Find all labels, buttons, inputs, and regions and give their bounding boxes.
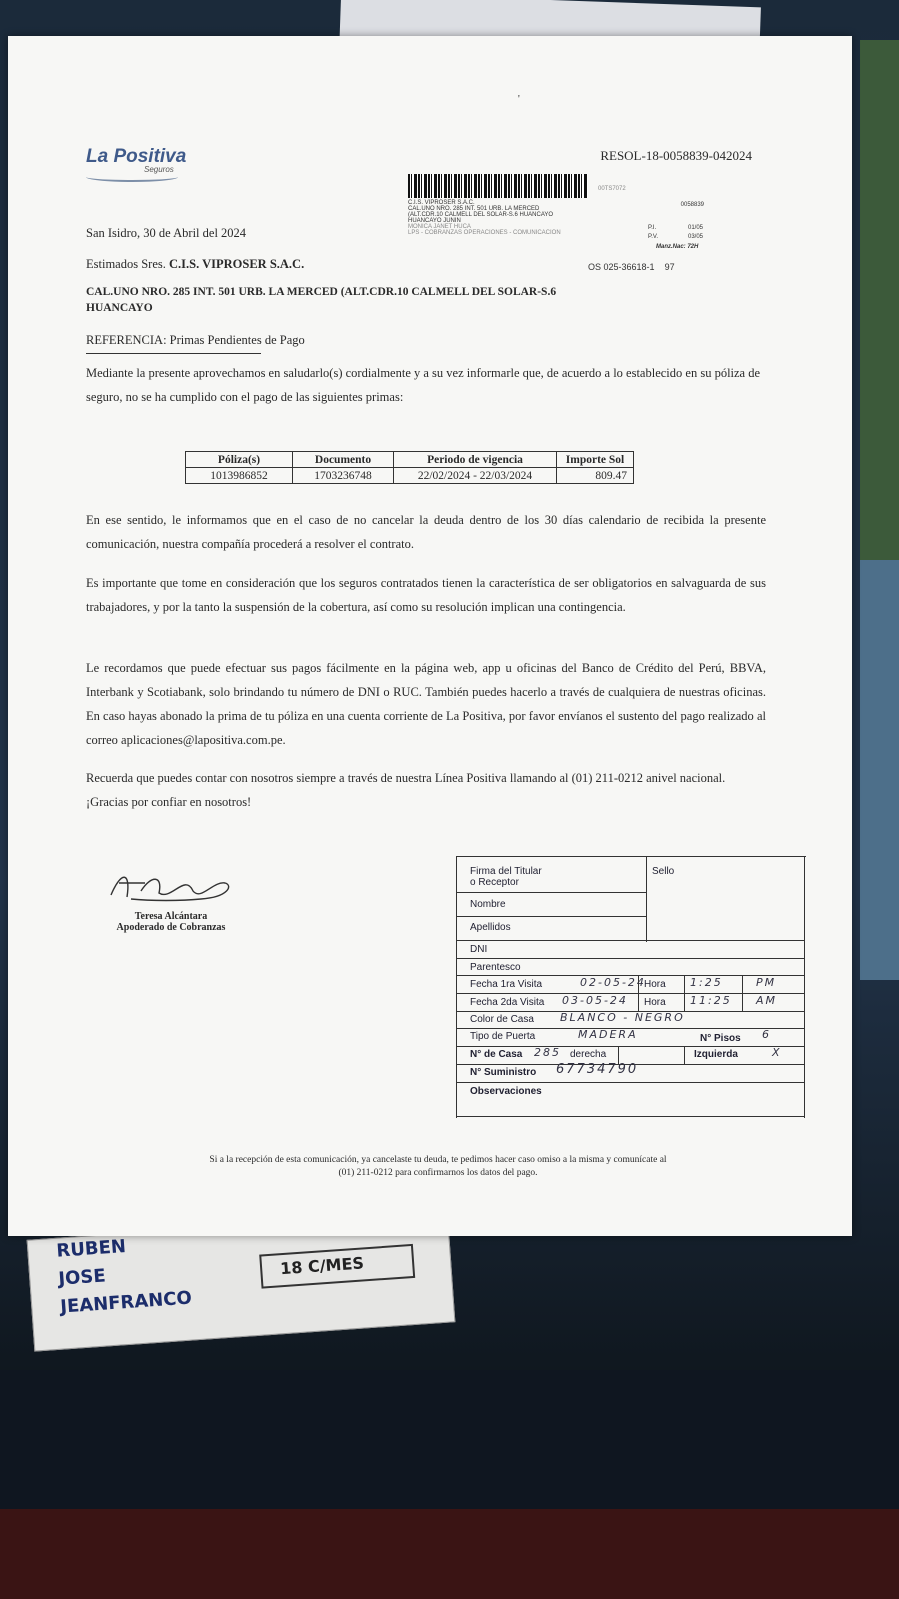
top-mark: ' bbox=[518, 94, 520, 105]
label-address: CAL.UNO NRO. 285 INT. 501 URB. LA MERCED bbox=[408, 206, 540, 212]
form-right-border bbox=[804, 856, 805, 1118]
form-row-line bbox=[456, 958, 804, 959]
label-area: LPS - COBRANZAS OPERACIONES - COMUNICACION bbox=[408, 230, 561, 236]
premiums-table bbox=[185, 451, 634, 484]
label-pv-label: P.V. bbox=[648, 234, 659, 240]
nombre-label: Nombre bbox=[470, 899, 506, 910]
label-pi-pv-values bbox=[688, 224, 703, 242]
delivery-form bbox=[456, 856, 806, 1118]
barcode bbox=[408, 174, 588, 198]
paragraph: Le recordamos que puede efectuar sus pagos fácilmente en la página web, app u oficinas del Banco de Crédito del Perú, BBVA, Interbank y Scotiabank, solo brindando tu número de DNI o RUC. También puedes hacerlo a través de cualquiera de nuestras oficinas. En caso hayas abonado la prima de tu póliza en una cuenta corriente de La Positiva, por favor envíanos el sustento del pago realizado al correo aplicaciones@lapositiva.com.pe. bbox=[86, 661, 766, 747]
note-row: JEANFRANCO bbox=[59, 1287, 193, 1318]
table-cell: 22/02/2024 - 22/03/2024 bbox=[394, 468, 557, 484]
puerta-label: Tipo de Puerta bbox=[470, 1031, 536, 1042]
form-row-line bbox=[456, 940, 804, 941]
visit1-value: 02-05-24 bbox=[580, 976, 646, 989]
color-value: BLANCO - NEGRO bbox=[560, 1011, 685, 1024]
paragraph: Mediante la presente aprovechamos en saludarlo(s) cordialmente y a su vez informarle que, de acuerdo a lo establecido en su póliza de seguro, no se ha cumplido con el pago de las siguientes primas: bbox=[86, 366, 761, 404]
visit2-label: Fecha 2da Visita bbox=[470, 997, 545, 1008]
form-row-line bbox=[456, 916, 646, 917]
label-pi-pv-labels bbox=[648, 224, 658, 242]
footer-line: Si a la recepción de esta comunicación, ya cancelaste tu deuda, te pedimos hacer caso omiso a la misma y comunícate al bbox=[209, 1155, 667, 1165]
form-left-border bbox=[456, 856, 457, 1118]
note-row: JOSE bbox=[57, 1265, 107, 1290]
background-rust bbox=[0, 1509, 899, 1599]
letter-date: San Isidro, 30 de Abril del 2024 bbox=[86, 226, 247, 240]
izquierda-mark: X bbox=[772, 1046, 782, 1059]
note-row: RUBEN bbox=[55, 1235, 127, 1262]
form-divider bbox=[684, 1046, 685, 1064]
table-header: Importe Sol bbox=[557, 452, 634, 468]
firma-label-line: Firma del Titular bbox=[470, 866, 542, 877]
visit2-ampm: AM bbox=[756, 994, 778, 1007]
form-row-line bbox=[456, 1046, 804, 1047]
background-strip bbox=[860, 560, 899, 980]
footer-note bbox=[138, 1154, 738, 1180]
table-header-row bbox=[186, 452, 634, 468]
label-company: C.I.S. VIPROSER S.A.C. bbox=[408, 200, 475, 206]
casa-value: 285 bbox=[534, 1046, 561, 1059]
footer-line: (01) 211-0212 para confirmarnos los datos del pago. bbox=[338, 1168, 538, 1178]
greeting-prefix: Estimados Sres. bbox=[86, 257, 166, 271]
background-strip bbox=[860, 40, 899, 560]
paragraph: En ese sentido, le informamos que en el caso de no cancelar la deuda dentro de los 30 días calendario de recibida la presente comunicación, nuestra compañía procederá a resolver el contrato. bbox=[86, 513, 766, 551]
form-divider bbox=[646, 856, 647, 942]
label-manz: Manz.Nac: 72H bbox=[656, 244, 699, 250]
form-row-line bbox=[456, 892, 646, 893]
label-pi-label: P.I. bbox=[648, 225, 657, 231]
izquierda-label: Izquierda bbox=[694, 1049, 738, 1060]
label-address: (ALT.CDR.10 CALMELL DEL SOLAR-S.6 HUANCAYO bbox=[408, 212, 554, 218]
table-cell: 809.47 bbox=[557, 468, 634, 484]
sello-label: Sello bbox=[652, 866, 675, 877]
visit2-hora-label: Hora bbox=[644, 997, 666, 1008]
apellidos-label: Apellidos bbox=[470, 922, 511, 933]
reference-underline bbox=[86, 353, 261, 354]
casa-label: N° de Casa bbox=[470, 1049, 523, 1060]
reference-line: REFERENCIA: Primas Pendientes de Pago bbox=[86, 333, 305, 347]
firma-label-line: o Receptor bbox=[470, 877, 519, 888]
label-pv-value: 03/05 bbox=[688, 234, 704, 240]
suministro-value: 67734790 bbox=[556, 1062, 639, 1077]
address-line: CAL.UNO NRO. 285 INT. 501 URB. LA MERCED (ALT.CDR.10 CALMELL DEL SOLAR-S.6 bbox=[86, 286, 557, 298]
label-os-suffix: 97 bbox=[664, 262, 675, 272]
label-pi-value: 01/05 bbox=[688, 225, 704, 231]
form-bottom-border bbox=[456, 1116, 804, 1117]
label-contact: MONICA JANET HUCA bbox=[408, 224, 471, 230]
label-small-code: 00TS7072 bbox=[598, 186, 626, 192]
signature-image bbox=[101, 861, 241, 909]
signatory-name: Teresa Alcántara bbox=[134, 911, 208, 922]
label-number: 0058839 bbox=[680, 202, 704, 208]
greeting-company: C.I.S. VIPROSER S.A.C. bbox=[168, 257, 305, 271]
logo-brand: La Positiva bbox=[86, 146, 187, 167]
dni-label: DNI bbox=[470, 944, 488, 955]
suministro-label: N° Suministro bbox=[470, 1067, 537, 1078]
visit1-label: Fecha 1ra Visita bbox=[470, 979, 543, 990]
recipient-address bbox=[86, 284, 746, 316]
visit1-ampm: PM bbox=[756, 976, 777, 989]
form-row-line bbox=[456, 993, 804, 994]
label-os-number: OS 025-36618-1 bbox=[588, 262, 655, 272]
visit1-hora-value: 1:25 bbox=[690, 976, 723, 989]
visit2-value: 03-05-24 bbox=[562, 994, 628, 1007]
color-label: Color de Casa bbox=[470, 1014, 534, 1025]
form-row-line bbox=[456, 1082, 804, 1083]
pisos-value: 6 bbox=[762, 1028, 771, 1041]
label-address: HUANCAYO JUNIN bbox=[408, 218, 461, 224]
table-header: Documento bbox=[293, 452, 394, 468]
mailing-label bbox=[408, 174, 708, 274]
pisos-label: N° Pisos bbox=[700, 1033, 741, 1044]
visit1-hora-label: Hora bbox=[644, 979, 666, 990]
table-header: Periodo de vigencia bbox=[394, 452, 557, 468]
letter-page bbox=[8, 36, 852, 1236]
greeting bbox=[86, 252, 304, 276]
paragraph: Recuerda que puedes contar con nosotros siempre a través de nuestra Línea Positiva llamando al (01) 211-0212 anivel nacional. ¡Gracias por confiar en nosotros! bbox=[86, 771, 726, 809]
note-cell: 18 C/MES bbox=[279, 1253, 365, 1279]
derecha-label: derecha bbox=[570, 1049, 607, 1060]
label-os bbox=[588, 262, 675, 272]
logo-sub: Seguros bbox=[144, 165, 174, 174]
background-table bbox=[0, 1370, 899, 1599]
visit2-hora-value: 11:25 bbox=[690, 994, 732, 1007]
address-line: HUANCAYO bbox=[86, 302, 153, 314]
firma-label bbox=[470, 866, 542, 888]
table-row bbox=[186, 468, 634, 484]
company-logo bbox=[86, 146, 186, 182]
signatory-role: Apoderado de Cobranzas bbox=[116, 922, 226, 933]
puerta-value: MADERA bbox=[578, 1028, 638, 1041]
observaciones-label: Observaciones bbox=[470, 1086, 542, 1097]
table-cell: 1703236748 bbox=[293, 468, 394, 484]
reference-code: RESOL-18-0058839-042024 bbox=[600, 148, 752, 163]
signature-block bbox=[96, 861, 246, 933]
paragraph: Es importante que tome en consideración que los seguros contratados tienen la característica de ser obligatorios en salvaguarda de sus trabajadores, y por la tanto la suspensión de la cobertura, así como su resolución implican una contingencia. bbox=[86, 576, 766, 614]
table-header: Póliza(s) bbox=[186, 452, 293, 468]
table-cell: 1013986852 bbox=[186, 468, 293, 484]
form-top-border bbox=[456, 856, 806, 857]
parentesco-label: Parentesco bbox=[470, 962, 521, 973]
